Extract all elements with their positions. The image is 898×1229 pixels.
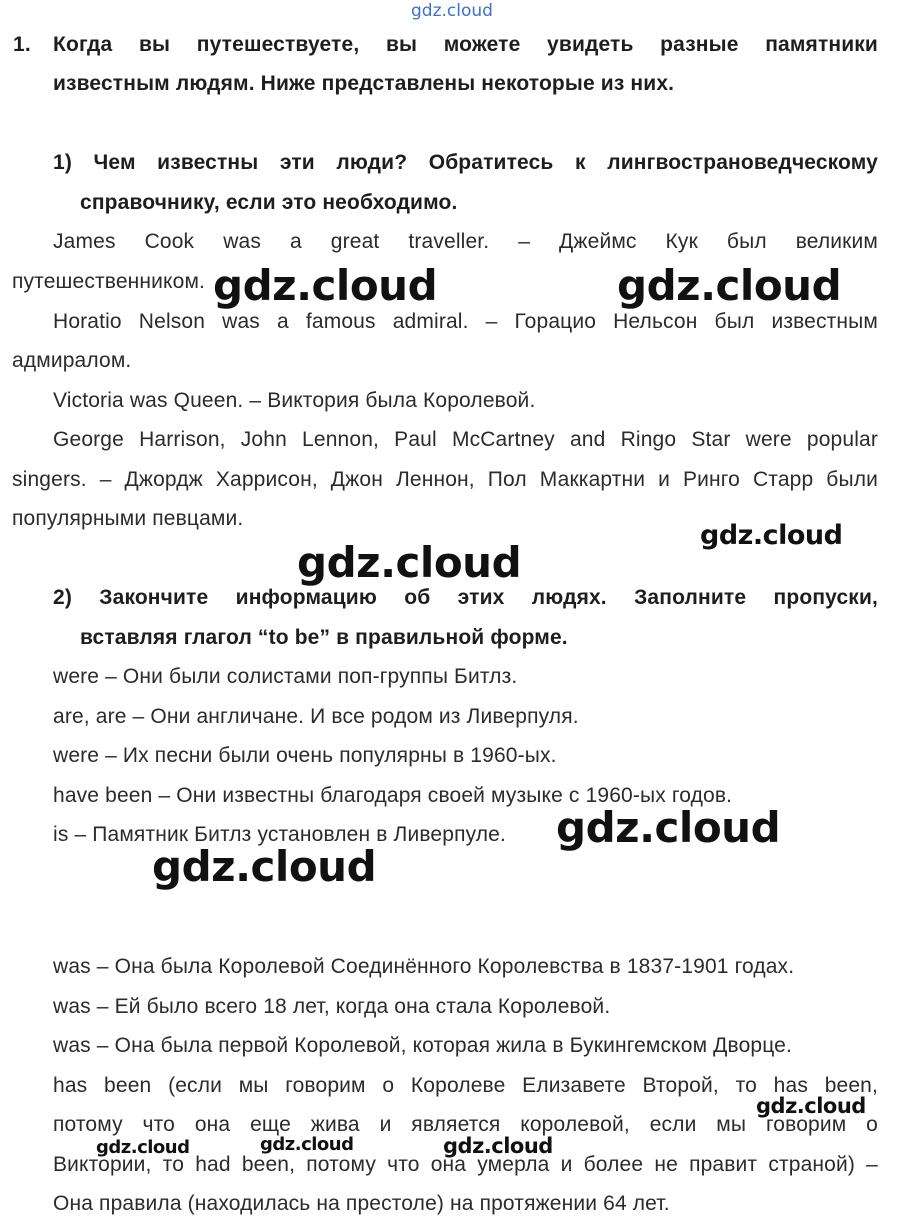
- victoria-answer: was – Она была первой Королевой, которая жила в Букингемском Дворце.: [53, 1034, 792, 1057]
- task-number: 1.: [13, 33, 31, 56]
- beatles-answer: were – Их песни были очень популярны в 1960-ых.: [53, 744, 557, 767]
- watermark-top: gdz.cloud: [411, 1, 493, 21]
- beatles-answer: were – Они были солистами поп-группы Битлз.: [53, 665, 518, 688]
- task-intro-line-2: известным людям. Ниже представлены некоторые из них.: [53, 72, 675, 95]
- watermark: gdz.cloud: [556, 803, 781, 852]
- part2-heading-line-1: 2) Закончите информацию об этих людях. Заполните пропуски,: [53, 586, 878, 609]
- victoria-answer: потому что она еще жива и является королевой, если мы говорим о: [53, 1113, 878, 1136]
- watermark: gdz.cloud: [443, 1134, 553, 1158]
- part1-heading-line-2: справочнику, если это необходимо.: [80, 191, 458, 214]
- part1-line: singers. – Джордж Харрисон, Джон Леннон, Пол Маккартни и Ринго Старр были: [12, 468, 878, 491]
- watermark: gdz.cloud: [297, 538, 522, 587]
- victoria-answer: Виктории, то had been, потому что она умерла и более не правит страной) –: [53, 1153, 878, 1176]
- part2-heading-line-2: вставляя глагол “to be” в правильной форме.: [80, 626, 568, 649]
- part1-line: Victoria was Queen. – Виктория была Королевой.: [53, 389, 536, 412]
- part1-line: James Cook was a great traveller. – Джеймс Кук был великим: [53, 230, 878, 253]
- part1-line: Horatio Nelson was a famous admiral. – Горацио Нельсон был известным: [53, 310, 878, 333]
- part1-line: адмиралом.: [12, 349, 132, 372]
- beatles-answer: are, are – Они англичане. И все родом из Ливерпуля.: [53, 705, 579, 728]
- watermark: gdz.cloud: [700, 520, 843, 551]
- beatles-answer: is – Памятник Битлз установлен в Ливерпуле.: [53, 823, 506, 846]
- task-intro-line-1: Когда вы путешествуете, вы можете увидеть разные памятники: [53, 33, 878, 56]
- part1-line: путешественником.: [12, 270, 206, 293]
- victoria-answer: Она правила (находилась на престоле) на протяжении 64 лет.: [53, 1192, 670, 1215]
- watermark: gdz.cloud: [96, 1137, 190, 1158]
- beatles-answer: have been – Они известны благодаря своей музыке с 1960-ых годов.: [53, 784, 733, 807]
- watermark: gdz.cloud: [617, 261, 842, 310]
- part1-line: популярными певцами.: [12, 507, 244, 530]
- watermark: gdz.cloud: [213, 261, 438, 310]
- watermark: gdz.cloud: [756, 1094, 866, 1118]
- victoria-answer: was – Она была Королевой Соединённого Королевства в 1837-1901 годах.: [53, 955, 795, 978]
- watermark: gdz.cloud: [152, 842, 377, 891]
- part1-heading-line-1: 1) Чем известны эти люди? Обратитесь к лингвострановедческому: [53, 151, 878, 174]
- watermark: gdz.cloud: [260, 1134, 354, 1155]
- victoria-answer: was – Ей было всего 18 лет, когда она стала Королевой.: [53, 995, 611, 1018]
- victoria-answer: has been (если мы говорим о Королеве Елизавете Второй, то has been,: [53, 1074, 878, 1097]
- part1-line: George Harrison, John Lennon, Paul McCartney and Ringo Star were popular: [53, 428, 878, 451]
